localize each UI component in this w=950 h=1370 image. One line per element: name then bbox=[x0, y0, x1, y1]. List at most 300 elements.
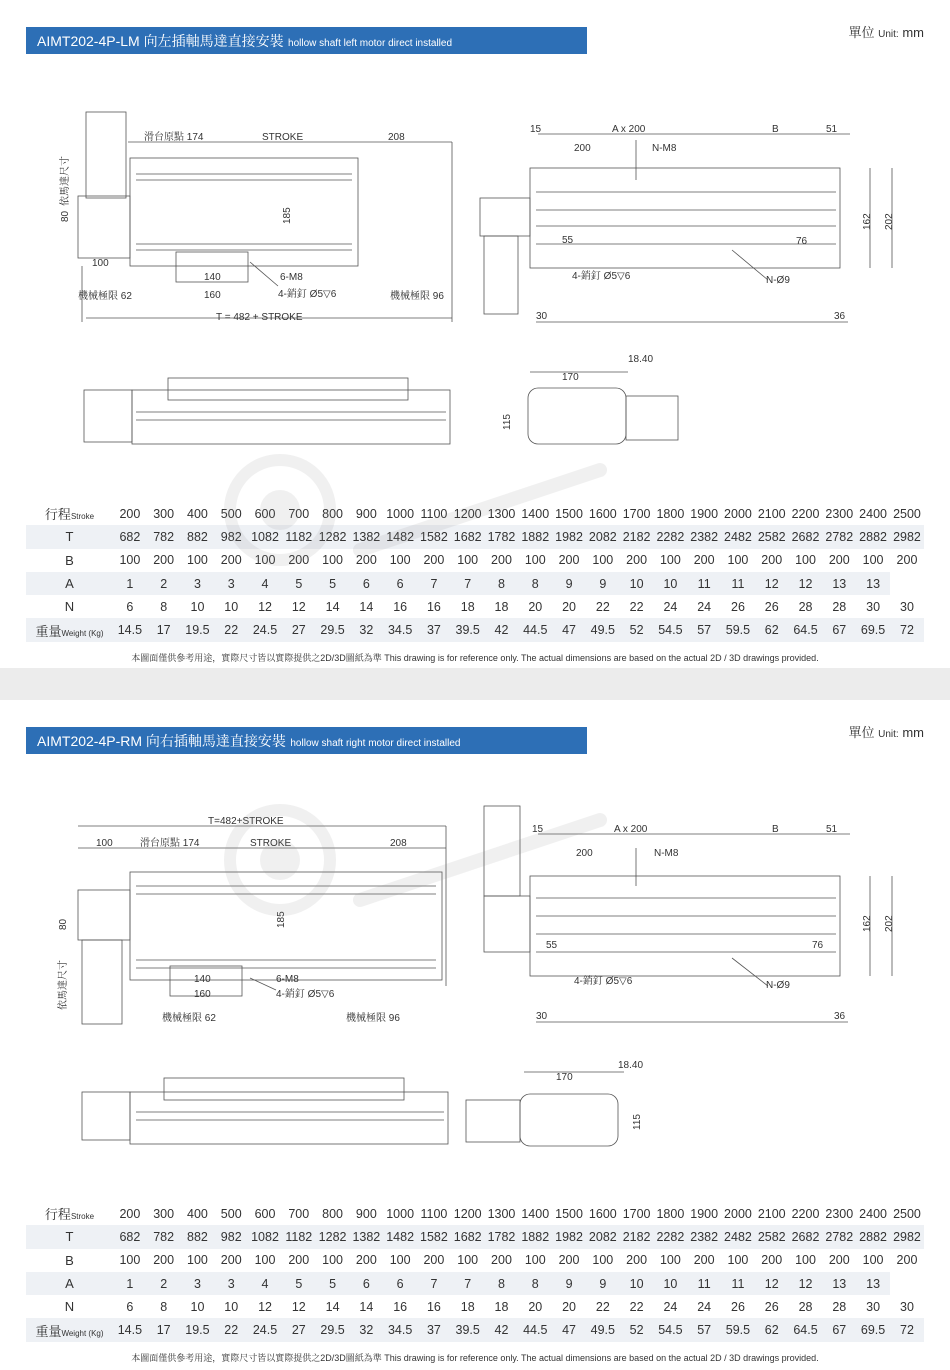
table-cell: 882 bbox=[181, 525, 215, 548]
table-cell: 6 bbox=[126, 599, 134, 614]
table-cell: 16 bbox=[393, 599, 408, 614]
label-1840: 18.40 bbox=[628, 354, 654, 365]
table-cell: 64.5 bbox=[789, 1318, 823, 1341]
label-m8: 6-M8 bbox=[280, 272, 303, 283]
table-cell: 8 bbox=[518, 1272, 552, 1295]
table-cell: 2500 bbox=[893, 506, 921, 521]
table-cell: 2482 bbox=[721, 1225, 755, 1248]
table-cell: 1 bbox=[113, 1272, 147, 1295]
table-cell: 10 bbox=[654, 572, 688, 595]
table-cell: 200 bbox=[153, 553, 175, 568]
table-cell: 39.5 bbox=[451, 618, 485, 641]
drawing-svg bbox=[0, 90, 950, 470]
table-cell: 682 bbox=[113, 525, 147, 548]
table-row bbox=[26, 1249, 924, 1272]
row-label: 重量 bbox=[35, 1323, 62, 1339]
table-cell: 900 bbox=[355, 1206, 377, 1221]
table-cell: 2682 bbox=[789, 1225, 823, 1248]
table-cell: 5 bbox=[316, 572, 350, 595]
table-cell: 17 bbox=[147, 618, 181, 641]
row-label: B bbox=[65, 1252, 74, 1268]
table-cell: 2882 bbox=[856, 525, 890, 548]
table-cell: 2200 bbox=[791, 1206, 820, 1221]
section-rm bbox=[0, 700, 950, 1370]
label-b: B bbox=[772, 824, 779, 835]
table-cell: 1882 bbox=[518, 1225, 552, 1248]
table-cell: 52 bbox=[620, 1318, 654, 1341]
label-100: 100 bbox=[92, 258, 109, 269]
table-cell: 1082 bbox=[248, 525, 282, 548]
row-label: T bbox=[65, 1229, 74, 1245]
table-cell: 13 bbox=[822, 1272, 856, 1295]
table-cell: 9 bbox=[586, 572, 620, 595]
label-limit62: 機械極限 62 bbox=[78, 291, 132, 302]
table-cell: 10 bbox=[190, 1299, 205, 1314]
table-cell: 20 bbox=[528, 1299, 543, 1314]
table-cell: 100 bbox=[254, 1253, 276, 1268]
label-76: 76 bbox=[796, 236, 808, 247]
label-140: 140 bbox=[194, 974, 211, 985]
table-cell: 500 bbox=[220, 1206, 242, 1221]
label-202: 202 bbox=[884, 213, 895, 230]
table-cell: 200 bbox=[896, 1253, 918, 1268]
table-cell: 9 bbox=[552, 572, 586, 595]
table-row bbox=[26, 549, 924, 572]
table-cell: 1682 bbox=[451, 1225, 485, 1248]
table-cell: 26 bbox=[764, 1299, 779, 1314]
table-cell: 2500 bbox=[893, 1206, 921, 1221]
table-cell: 18 bbox=[460, 1299, 475, 1314]
table-cell: 12 bbox=[755, 1272, 789, 1295]
table-cell: 47 bbox=[552, 618, 586, 641]
table-cell: 2782 bbox=[822, 525, 856, 548]
table-cell: 2 bbox=[147, 572, 181, 595]
table-cell: 1500 bbox=[555, 1206, 583, 1221]
table-cell: 200 bbox=[828, 1253, 850, 1268]
table-cell: 1 bbox=[113, 572, 147, 595]
table-cell: 400 bbox=[187, 1206, 208, 1221]
section-title-bar bbox=[26, 727, 587, 754]
row-sublabel: Weight (Kg) bbox=[61, 628, 104, 638]
label-55: 55 bbox=[562, 235, 574, 246]
label-pin2: 4-銷釘 Ø5▽6 bbox=[574, 976, 633, 987]
table-cell: 18 bbox=[460, 599, 475, 614]
label-160: 160 bbox=[204, 290, 221, 301]
table-cell: 2 bbox=[147, 1272, 181, 1295]
label-pin2: 4-銷釘 Ø5▽6 bbox=[572, 271, 631, 282]
table-cell: 9 bbox=[552, 1272, 586, 1295]
table-cell: 18 bbox=[494, 599, 509, 614]
table-cell: 100 bbox=[524, 1253, 546, 1268]
table-cell: 37 bbox=[417, 618, 451, 641]
row-label: A bbox=[65, 1276, 74, 1292]
table-cell: 1500 bbox=[555, 506, 583, 521]
table-cell: 100 bbox=[187, 1253, 208, 1268]
table-cell: 8 bbox=[160, 599, 168, 614]
table-cell: 28 bbox=[798, 1299, 813, 1314]
table-cell: 20 bbox=[562, 1299, 576, 1314]
table-cell: 2100 bbox=[757, 506, 786, 521]
table-cell: 200 bbox=[693, 553, 715, 568]
table-cell: 12 bbox=[291, 599, 306, 614]
table-row bbox=[26, 1295, 924, 1318]
table-cell: 100 bbox=[119, 553, 141, 568]
table-cell: 700 bbox=[288, 1206, 310, 1221]
table-cell: 22 bbox=[629, 1299, 644, 1314]
table-cell: 882 bbox=[181, 1225, 215, 1248]
table-cell: 1800 bbox=[656, 1206, 685, 1221]
table-cell: 13 bbox=[856, 572, 890, 595]
table-cell: 2200 bbox=[791, 506, 820, 521]
table-cell: 28 bbox=[798, 599, 813, 614]
table-cell: 200 bbox=[355, 553, 377, 568]
table-cell: 16 bbox=[426, 1299, 441, 1314]
table-cell: 30 bbox=[866, 599, 881, 614]
table-cell: 200 bbox=[558, 1253, 580, 1268]
table-cell: 5 bbox=[282, 1272, 316, 1295]
title-main: AIMT202-4P-RM 向右插軸馬達直接安裝 bbox=[37, 733, 286, 749]
table-cell: 200 bbox=[693, 1253, 715, 1268]
table-row bbox=[26, 1225, 924, 1248]
table-cell: 200 bbox=[288, 1253, 310, 1268]
table-cell: 100 bbox=[795, 1253, 816, 1268]
label-home: 滑台原點 174 bbox=[144, 132, 204, 143]
label-ax200: A x 200 bbox=[612, 124, 646, 135]
spec-table bbox=[26, 1202, 924, 1342]
top-view-body bbox=[530, 876, 840, 976]
table-cell: 1282 bbox=[316, 525, 350, 548]
table-cell: 200 bbox=[423, 1253, 445, 1268]
label-30: 30 bbox=[536, 311, 548, 322]
table-cell: 200 bbox=[119, 1206, 141, 1221]
table-cell: 28 bbox=[832, 1299, 847, 1314]
table-cell: 2482 bbox=[721, 525, 755, 548]
table-cell: 300 bbox=[153, 1206, 175, 1221]
table-cell: 2982 bbox=[890, 1225, 924, 1248]
table-cell: 3 bbox=[181, 572, 215, 595]
table-cell: 14 bbox=[359, 599, 374, 614]
label-stroke: STROKE bbox=[262, 132, 304, 143]
table-cell: 22 bbox=[595, 1299, 610, 1314]
row-sublabel: Weight (Kg) bbox=[61, 1328, 104, 1338]
technical-drawing bbox=[0, 90, 950, 470]
label-140: 140 bbox=[204, 272, 221, 283]
table-cell: 400 bbox=[187, 506, 208, 521]
table-cell: 11 bbox=[687, 572, 721, 595]
table-cell: 200 bbox=[896, 553, 918, 568]
table-cell: 1682 bbox=[451, 525, 485, 548]
table-cell: 11 bbox=[721, 572, 755, 595]
table-cell: 12 bbox=[291, 1299, 306, 1314]
table-cell: 200 bbox=[761, 1253, 783, 1268]
table-cell: 1782 bbox=[485, 1225, 519, 1248]
table-cell: 24.5 bbox=[248, 618, 282, 641]
table-cell: 59.5 bbox=[721, 618, 755, 641]
table-cell: 59.5 bbox=[721, 1318, 755, 1341]
table-cell: 12 bbox=[258, 599, 272, 614]
unit-label bbox=[849, 722, 925, 741]
table-cell: 57 bbox=[687, 1318, 721, 1341]
table-row bbox=[26, 618, 924, 641]
title-sub: hollow shaft left motor direct installed bbox=[288, 38, 453, 49]
table-cell: 10 bbox=[190, 599, 205, 614]
motor-body bbox=[78, 196, 130, 258]
label-115: 115 bbox=[502, 414, 513, 430]
row-header bbox=[26, 549, 113, 572]
table-cell: 200 bbox=[423, 553, 445, 568]
table-cell: 100 bbox=[659, 1253, 681, 1268]
unit-sub: Unit: bbox=[878, 29, 899, 40]
table-cell: 2582 bbox=[755, 525, 789, 548]
table-cell: 24 bbox=[697, 1299, 712, 1314]
table-cell: 10 bbox=[654, 1272, 688, 1295]
table-cell: 682 bbox=[113, 1225, 147, 1248]
label-ax200: A x 200 bbox=[614, 824, 648, 835]
table-cell: 13 bbox=[822, 572, 856, 595]
table-cell: 2082 bbox=[586, 525, 620, 548]
table-cell: 44.5 bbox=[518, 1318, 552, 1341]
table-cell: 600 bbox=[254, 506, 276, 521]
table-cell: 200 bbox=[626, 1253, 648, 1268]
label-1840: 18.40 bbox=[618, 1060, 644, 1071]
table-cell: 19.5 bbox=[181, 1318, 215, 1341]
row-header bbox=[26, 618, 113, 641]
row-header bbox=[26, 1272, 113, 1295]
table-cell: 29.5 bbox=[316, 618, 350, 641]
table-cell: 1000 bbox=[386, 506, 415, 521]
table-cell: 782 bbox=[147, 525, 181, 548]
label-160: 160 bbox=[194, 989, 211, 1000]
label-home: 滑台原點 174 bbox=[140, 838, 200, 849]
table-cell: 982 bbox=[214, 525, 248, 548]
table-cell: 30 bbox=[900, 1299, 914, 1314]
table-cell: 3 bbox=[214, 572, 248, 595]
table-cell: 1782 bbox=[485, 525, 519, 548]
label-limit96: 機械極限 96 bbox=[390, 291, 444, 302]
table-cell: 100 bbox=[187, 553, 208, 568]
table-cell: 1700 bbox=[622, 506, 651, 521]
table-cell: 2582 bbox=[755, 1225, 789, 1248]
table-cell: 2400 bbox=[859, 1206, 887, 1221]
label-76: 76 bbox=[812, 940, 824, 951]
table-cell: 26 bbox=[731, 599, 745, 614]
row-label: A bbox=[65, 576, 74, 592]
row-label: N bbox=[64, 599, 75, 615]
row-label: 重量 bbox=[35, 623, 62, 639]
table-cell: 100 bbox=[322, 553, 343, 568]
table-cell: 72 bbox=[890, 618, 924, 641]
table-cell: 100 bbox=[795, 553, 816, 568]
table-row bbox=[26, 572, 924, 595]
row-header bbox=[26, 1249, 113, 1272]
table-cell: 24 bbox=[663, 1299, 678, 1314]
table-cell: 200 bbox=[153, 1253, 175, 1268]
label-n9: N-Ø9 bbox=[766, 275, 790, 286]
table-cell: 100 bbox=[322, 1253, 343, 1268]
table-cell: 100 bbox=[389, 1253, 411, 1268]
table-cell: 1582 bbox=[417, 1225, 451, 1248]
table-cell: 6 bbox=[349, 572, 383, 595]
table-cell: 100 bbox=[862, 1253, 884, 1268]
table-cell: 1082 bbox=[248, 1225, 282, 1248]
table-cell: 10 bbox=[224, 1299, 239, 1314]
table-cell: 49.5 bbox=[586, 618, 620, 641]
table-cell: 30 bbox=[866, 1299, 881, 1314]
table-cell: 7 bbox=[417, 572, 451, 595]
table-cell: 1100 bbox=[420, 506, 448, 521]
table-row bbox=[26, 525, 924, 548]
table-cell: 8 bbox=[485, 572, 519, 595]
table-row bbox=[26, 595, 924, 618]
row-header bbox=[26, 572, 113, 595]
label-m8: 6-M8 bbox=[276, 974, 299, 985]
table-cell: 5 bbox=[282, 572, 316, 595]
table-cell: 200 bbox=[220, 1253, 242, 1268]
table-cell: 100 bbox=[457, 553, 479, 568]
table-cell: 42 bbox=[485, 618, 519, 641]
table-cell: 14.5 bbox=[113, 618, 147, 641]
table-cell: 6 bbox=[349, 1272, 383, 1295]
table-cell: 17 bbox=[147, 1318, 181, 1341]
table-cell: 13 bbox=[856, 1272, 890, 1295]
table-cell: 200 bbox=[288, 553, 310, 568]
table-cell: 2000 bbox=[724, 506, 752, 521]
table-cell: 800 bbox=[322, 506, 343, 521]
label-pin: 4-銷釘 Ø5▽6 bbox=[276, 989, 335, 1000]
table-cell: 200 bbox=[761, 553, 783, 568]
label-200: 200 bbox=[574, 143, 591, 154]
label-208: 208 bbox=[388, 132, 405, 143]
table-cell: 67 bbox=[822, 618, 856, 641]
table-cell: 2782 bbox=[822, 1225, 856, 1248]
table-cell: 20 bbox=[528, 599, 543, 614]
table-cell: 2082 bbox=[586, 1225, 620, 1248]
table-cell: 47 bbox=[552, 1318, 586, 1341]
table-cell: 2382 bbox=[687, 525, 721, 548]
table-cell: 100 bbox=[659, 553, 681, 568]
row-header bbox=[26, 1318, 113, 1341]
table-cell: 11 bbox=[687, 1272, 721, 1295]
row-header bbox=[26, 1295, 113, 1318]
table-cell: 1182 bbox=[282, 525, 316, 548]
table-cell: 1382 bbox=[349, 1225, 383, 1248]
section-divider bbox=[0, 668, 950, 700]
table-cell: 1300 bbox=[487, 1206, 516, 1221]
table-cell: 1982 bbox=[552, 1225, 586, 1248]
label-limit96: 機械極限 96 bbox=[346, 1013, 400, 1024]
table-cell: 782 bbox=[147, 1225, 181, 1248]
table-cell: 34.5 bbox=[383, 618, 417, 641]
table-cell: 29.5 bbox=[316, 1318, 350, 1341]
table-cell: 1100 bbox=[420, 1206, 448, 1221]
label-pin: 4-銷釘 Ø5▽6 bbox=[278, 289, 337, 300]
table-cell: 14.5 bbox=[113, 1318, 147, 1341]
table-cell: 1482 bbox=[383, 1225, 417, 1248]
table-cell: 3 bbox=[181, 1272, 215, 1295]
table-cell: 200 bbox=[119, 506, 141, 521]
table-cell: 200 bbox=[828, 553, 850, 568]
table-cell: 200 bbox=[491, 1253, 512, 1268]
table-cell: 72 bbox=[890, 1318, 924, 1341]
row-header bbox=[26, 502, 113, 525]
table-cell: 57 bbox=[687, 618, 721, 641]
title-main: AIMT202-4P-LM 向左插軸馬達直接安裝 bbox=[37, 33, 284, 49]
table-cell: 3 bbox=[214, 1272, 248, 1295]
table-cell: 10 bbox=[224, 599, 239, 614]
table-cell: 1600 bbox=[588, 1206, 617, 1221]
table-cell: 700 bbox=[288, 506, 310, 521]
label-80: 80 bbox=[60, 210, 71, 222]
table-cell: 100 bbox=[592, 553, 614, 568]
table-cell: 27 bbox=[282, 618, 316, 641]
row-header bbox=[26, 525, 113, 548]
label-170: 170 bbox=[556, 1072, 573, 1083]
table-cell: 2000 bbox=[724, 1206, 752, 1221]
table-cell: 32 bbox=[349, 1318, 383, 1341]
table-cell: 500 bbox=[220, 506, 242, 521]
table-cell: 20 bbox=[562, 599, 576, 614]
table-cell: 12 bbox=[789, 572, 823, 595]
table-cell: 24 bbox=[697, 599, 712, 614]
table-cell: 100 bbox=[389, 553, 411, 568]
label-115: 115 bbox=[632, 1114, 643, 1130]
row-label: 行程 bbox=[44, 507, 71, 523]
table-cell: 200 bbox=[491, 553, 512, 568]
table-cell: 1800 bbox=[656, 506, 685, 521]
label-total: T = 482 + STROKE bbox=[216, 312, 303, 323]
table-cell: 100 bbox=[862, 553, 884, 568]
table-cell: 69.5 bbox=[856, 618, 890, 641]
table-cell: 100 bbox=[727, 553, 749, 568]
table-cell: 27 bbox=[282, 1318, 316, 1341]
label-15: 15 bbox=[530, 124, 542, 135]
table-cell: 1400 bbox=[521, 506, 550, 521]
row-header bbox=[26, 1202, 113, 1225]
table-cell: 2282 bbox=[654, 525, 688, 548]
table-cell: 2882 bbox=[856, 1225, 890, 1248]
table-cell: 12 bbox=[789, 1272, 823, 1295]
label-nm8: N-M8 bbox=[652, 143, 677, 154]
table-cell: 200 bbox=[626, 553, 648, 568]
table-cell: 26 bbox=[731, 1299, 745, 1314]
table-cell: 22 bbox=[629, 599, 644, 614]
table-cell: 34.5 bbox=[383, 1318, 417, 1341]
label-motor-dim: 依馬達尺寸 bbox=[60, 156, 71, 206]
table-cell: 100 bbox=[727, 1253, 749, 1268]
table-cell: 2182 bbox=[620, 1225, 654, 1248]
table-cell: 4 bbox=[248, 1272, 282, 1295]
label-202: 202 bbox=[884, 915, 895, 932]
unit-main: 單位 bbox=[848, 725, 875, 740]
table-cell: 22 bbox=[595, 599, 610, 614]
table-cell: 7 bbox=[451, 572, 485, 595]
table-cell: 10 bbox=[620, 1272, 654, 1295]
table-cell: 1200 bbox=[453, 506, 482, 521]
table-row bbox=[26, 1318, 924, 1341]
table-cell: 4 bbox=[248, 572, 282, 595]
table-cell: 1982 bbox=[552, 525, 586, 548]
table-cell: 800 bbox=[322, 1206, 343, 1221]
table-cell: 14 bbox=[325, 1299, 340, 1314]
table-cell: 1382 bbox=[349, 525, 383, 548]
table-cell: 62 bbox=[755, 618, 789, 641]
note: 本圖面僅供參考用途，實際尺寸皆以實際提供之2D/3D圖紙為準 This drawing is for reference only. The actual dimensions are based on the actual 2D / 3D drawings provided. bbox=[131, 653, 819, 663]
label-55: 55 bbox=[546, 940, 558, 951]
label-15: 15 bbox=[532, 824, 544, 835]
table-cell: 1600 bbox=[588, 506, 617, 521]
label-limit62: 機械極限 62 bbox=[162, 1013, 216, 1024]
table-cell: 1582 bbox=[417, 525, 451, 548]
